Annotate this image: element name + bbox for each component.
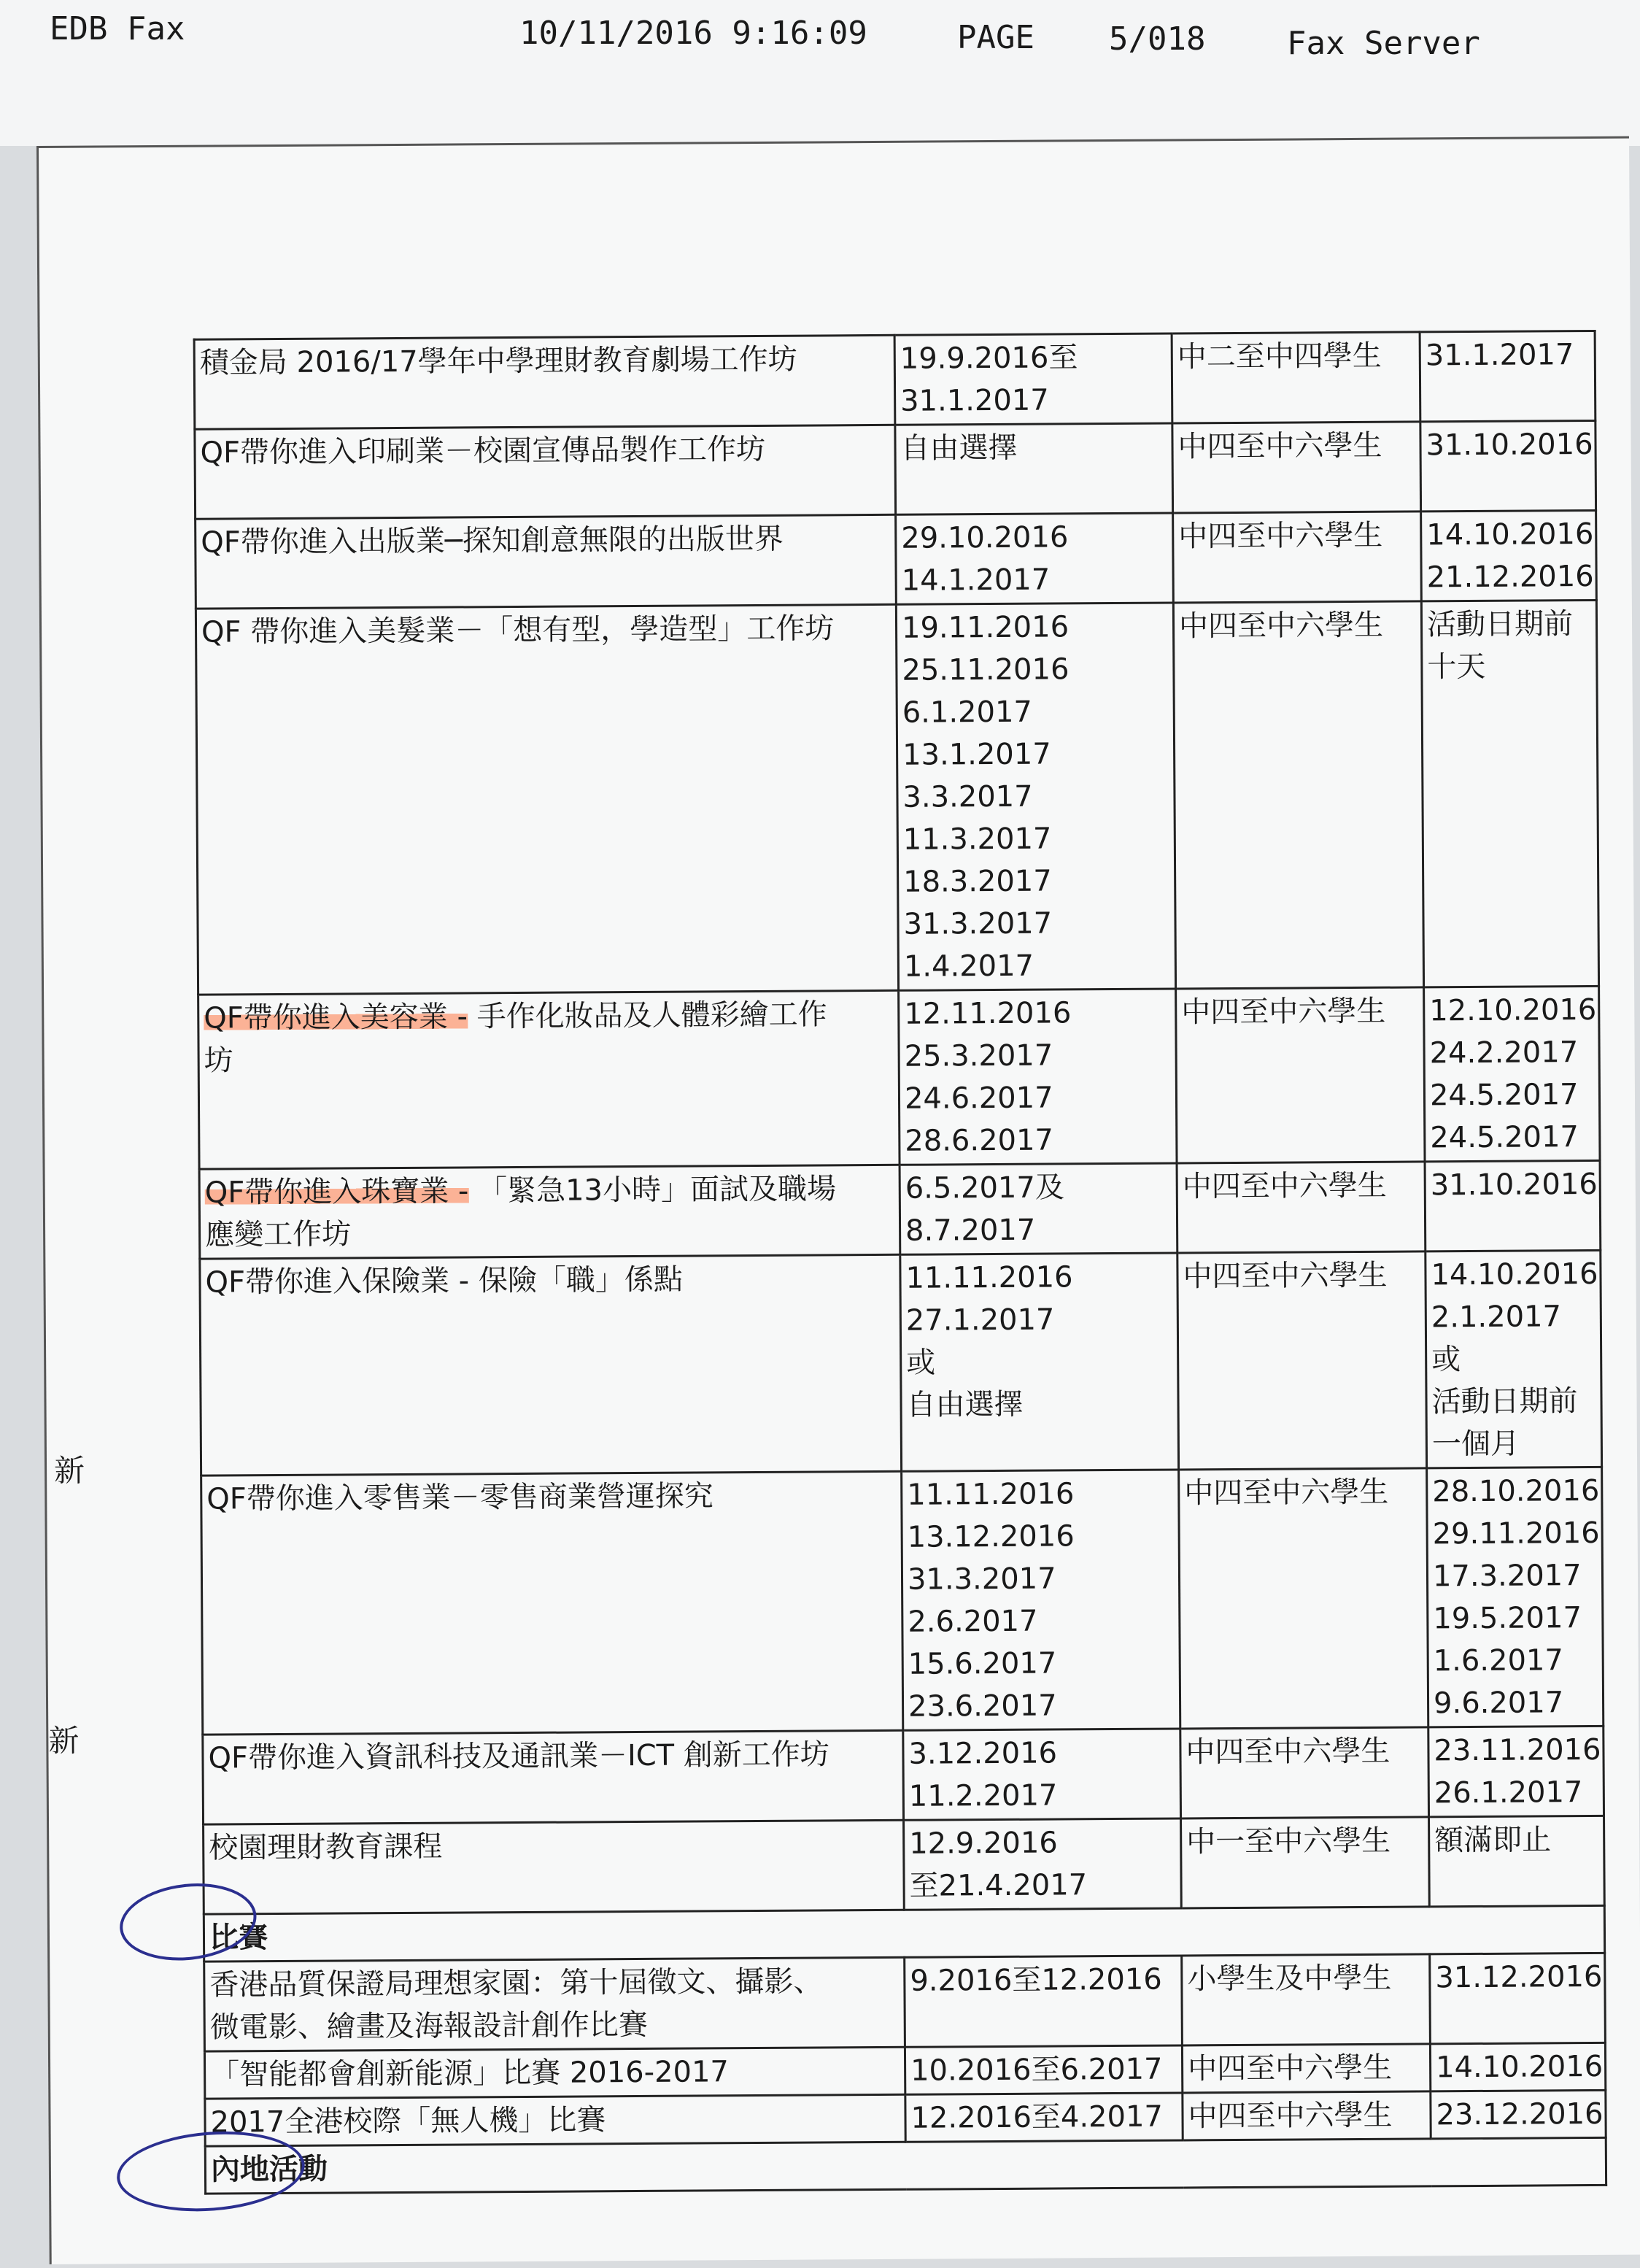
activity-dates: 12.9.2016 至21.4.2017 bbox=[904, 1818, 1182, 1910]
competition-name: 香港品質保證局理想家園：第十屆徵文、攝影、 微電影、繪畫及海報設計創作比賽 bbox=[204, 1957, 905, 2051]
activity-deadline: 活動日期前 十天 bbox=[1421, 600, 1598, 987]
table-row bbox=[199, 1160, 1601, 1259]
activity-name: 積金局 2016/17學年中學理財教育劇場工作坊 bbox=[194, 335, 895, 429]
activities-table bbox=[193, 330, 1608, 2195]
activity-target: 中一至中六學生 bbox=[1181, 1817, 1430, 1908]
activity-name: QF帶你進入印刷業－校園宣傳品製作工作坊 bbox=[195, 425, 896, 519]
highlighted-text: QF帶你進入珠寶業 - bbox=[204, 1174, 469, 1210]
table-row bbox=[203, 1726, 1604, 1824]
activity-name: QF帶你進入零售業－零售商業營運探究 bbox=[201, 1471, 903, 1735]
activity-dates: 19.9.2016至 31.1.2017 bbox=[894, 333, 1172, 425]
competition-target: 小學生及中學生 bbox=[1182, 1954, 1431, 2045]
activity-name: 校園理財教育課程 bbox=[204, 1820, 905, 1914]
activity-name: QF 帶你進入美髮業－「想有型，學造型」工作坊 bbox=[196, 604, 898, 995]
section-row bbox=[205, 2137, 1606, 2194]
fax-page-label: PAGE bbox=[957, 19, 1034, 56]
activity-dates: 11.11.2016 27.1.2017 或 自由選擇 bbox=[900, 1253, 1179, 1471]
activity-deadline: 28.10.2016 29.11.2016 17.3.2017 19.5.2017 1.6.2017 9.6.2017 bbox=[1427, 1467, 1604, 1727]
competition-dates: 9.2016至12.2016 bbox=[905, 1956, 1183, 2047]
activity-target: 中四至中六學生 bbox=[1180, 1727, 1429, 1818]
fax-page-number: 5/018 bbox=[1109, 20, 1206, 58]
activity-deadline: 31.10.2016 bbox=[1420, 420, 1596, 511]
fax-sender: EDB Fax bbox=[50, 10, 185, 47]
table-row bbox=[196, 600, 1598, 995]
table-row bbox=[204, 1816, 1605, 1914]
activity-deadline: 23.11.2016 26.1.2017 bbox=[1428, 1726, 1604, 1816]
competition-deadline: 31.12.2016 bbox=[1430, 1953, 1606, 2043]
activity-deadline: 31.1.2017 bbox=[1420, 331, 1595, 421]
activity-name: QF帶你進入資訊科技及通訊業－ICT 創新工作坊 bbox=[203, 1730, 904, 1824]
section-row bbox=[204, 1905, 1604, 1962]
competition-name: 「智能都會創新能源」比賽 2016-2017 bbox=[204, 2047, 905, 2099]
fax-server: Fax Server bbox=[1287, 25, 1480, 62]
activity-deadline: 額滿即止 bbox=[1429, 1816, 1605, 1906]
highlighted-text: QF帶你進入美容業 - bbox=[204, 1000, 468, 1035]
activity-deadline: 12.10.2016 24.2.2017 24.5.2017 24.5.2017 bbox=[1424, 986, 1600, 1161]
activity-name: QF帶你進入保險業 - 保險「職」係點 bbox=[200, 1254, 902, 1476]
activity-target: 中四至中六學生 bbox=[1177, 1162, 1426, 1253]
fax-datetime: 10/11/2016 9:16:09 bbox=[519, 15, 867, 52]
activity-target: 中二至中四學生 bbox=[1172, 332, 1420, 423]
table-row bbox=[204, 2043, 1605, 2099]
competition-name: 2017全港校際「無人機」比賽 bbox=[205, 2094, 905, 2146]
table-row bbox=[201, 1467, 1604, 1735]
activity-dates: 11.11.2016 13.12.2016 31.3.2017 2.6.2017 15.6.2017 23.6.2017 bbox=[902, 1470, 1180, 1730]
competition-deadline: 23.12.2016 bbox=[1431, 2090, 1606, 2138]
activity-target: 中四至中六學生 bbox=[1173, 512, 1422, 603]
activity-deadline: 31.10.2016 bbox=[1425, 1160, 1601, 1251]
section-competitions: 比賽 bbox=[204, 1905, 1604, 1962]
table-row bbox=[196, 510, 1597, 609]
document-sheet bbox=[36, 136, 1640, 2264]
activity-target: 中四至中六學生 bbox=[1173, 601, 1423, 989]
activity-target: 中四至中六學生 bbox=[1176, 987, 1425, 1163]
competition-dates: 12.2016至4.2017 bbox=[905, 2093, 1183, 2142]
competition-target: 中四至中六學生 bbox=[1183, 2091, 1431, 2140]
competition-target: 中四至中六學生 bbox=[1182, 2044, 1430, 2093]
competition-deadline: 14.10.2016 bbox=[1430, 2043, 1605, 2091]
activity-deadline: 14.10.2016 21.12.2016 bbox=[1421, 510, 1597, 601]
new-mark: 新 bbox=[48, 1722, 80, 1759]
activity-name: QF帶你進入出版業─探知創意無限的出版世界 bbox=[196, 514, 897, 609]
table-row bbox=[194, 331, 1595, 429]
activity-target: 中四至中六學生 bbox=[1172, 422, 1421, 513]
activity-dates: 3.12.2016 11.2.2017 bbox=[903, 1729, 1181, 1820]
activity-dates: 19.11.2016 25.11.2016 6.1.2017 13.1.2017 3.3.2017 11.3.2017 18.3.2017 31.3.2017 1.4.2017 bbox=[896, 603, 1175, 990]
table-row bbox=[204, 1953, 1606, 2051]
activity-target: 中四至中六學生 bbox=[1179, 1468, 1428, 1729]
new-mark: 新 bbox=[53, 1452, 85, 1489]
activity-dates: 12.11.2016 25.3.2017 24.6.2017 28.6.2017 bbox=[899, 989, 1177, 1165]
table-row bbox=[198, 986, 1600, 1169]
activity-dates: 自由選擇 bbox=[895, 423, 1173, 514]
table-row bbox=[200, 1250, 1602, 1476]
competition-dates: 10.2016至6.2017 bbox=[905, 2045, 1182, 2094]
activity-dates: 29.10.2016 14.1.2017 bbox=[896, 513, 1174, 604]
activity-name: QF帶你進入美容業 - 手作化妝品及人體彩繪工作 坊 bbox=[198, 990, 900, 1169]
table-row bbox=[205, 2090, 1606, 2146]
section-mainland: 內地活動 bbox=[205, 2137, 1606, 2194]
activity-name: QF帶你進入珠寶業 - 「緊急13小時」面試及職場 應變工作坊 bbox=[199, 1165, 900, 1259]
activity-target: 中四至中六學生 bbox=[1177, 1251, 1427, 1470]
table-row bbox=[195, 420, 1596, 519]
activity-dates: 6.5.2017及 8.7.2017 bbox=[900, 1163, 1177, 1254]
activity-deadline: 14.10.2016 2.1.2017 或 活動日期前 一個月 bbox=[1426, 1250, 1602, 1467]
fax-header bbox=[0, 0, 1640, 146]
